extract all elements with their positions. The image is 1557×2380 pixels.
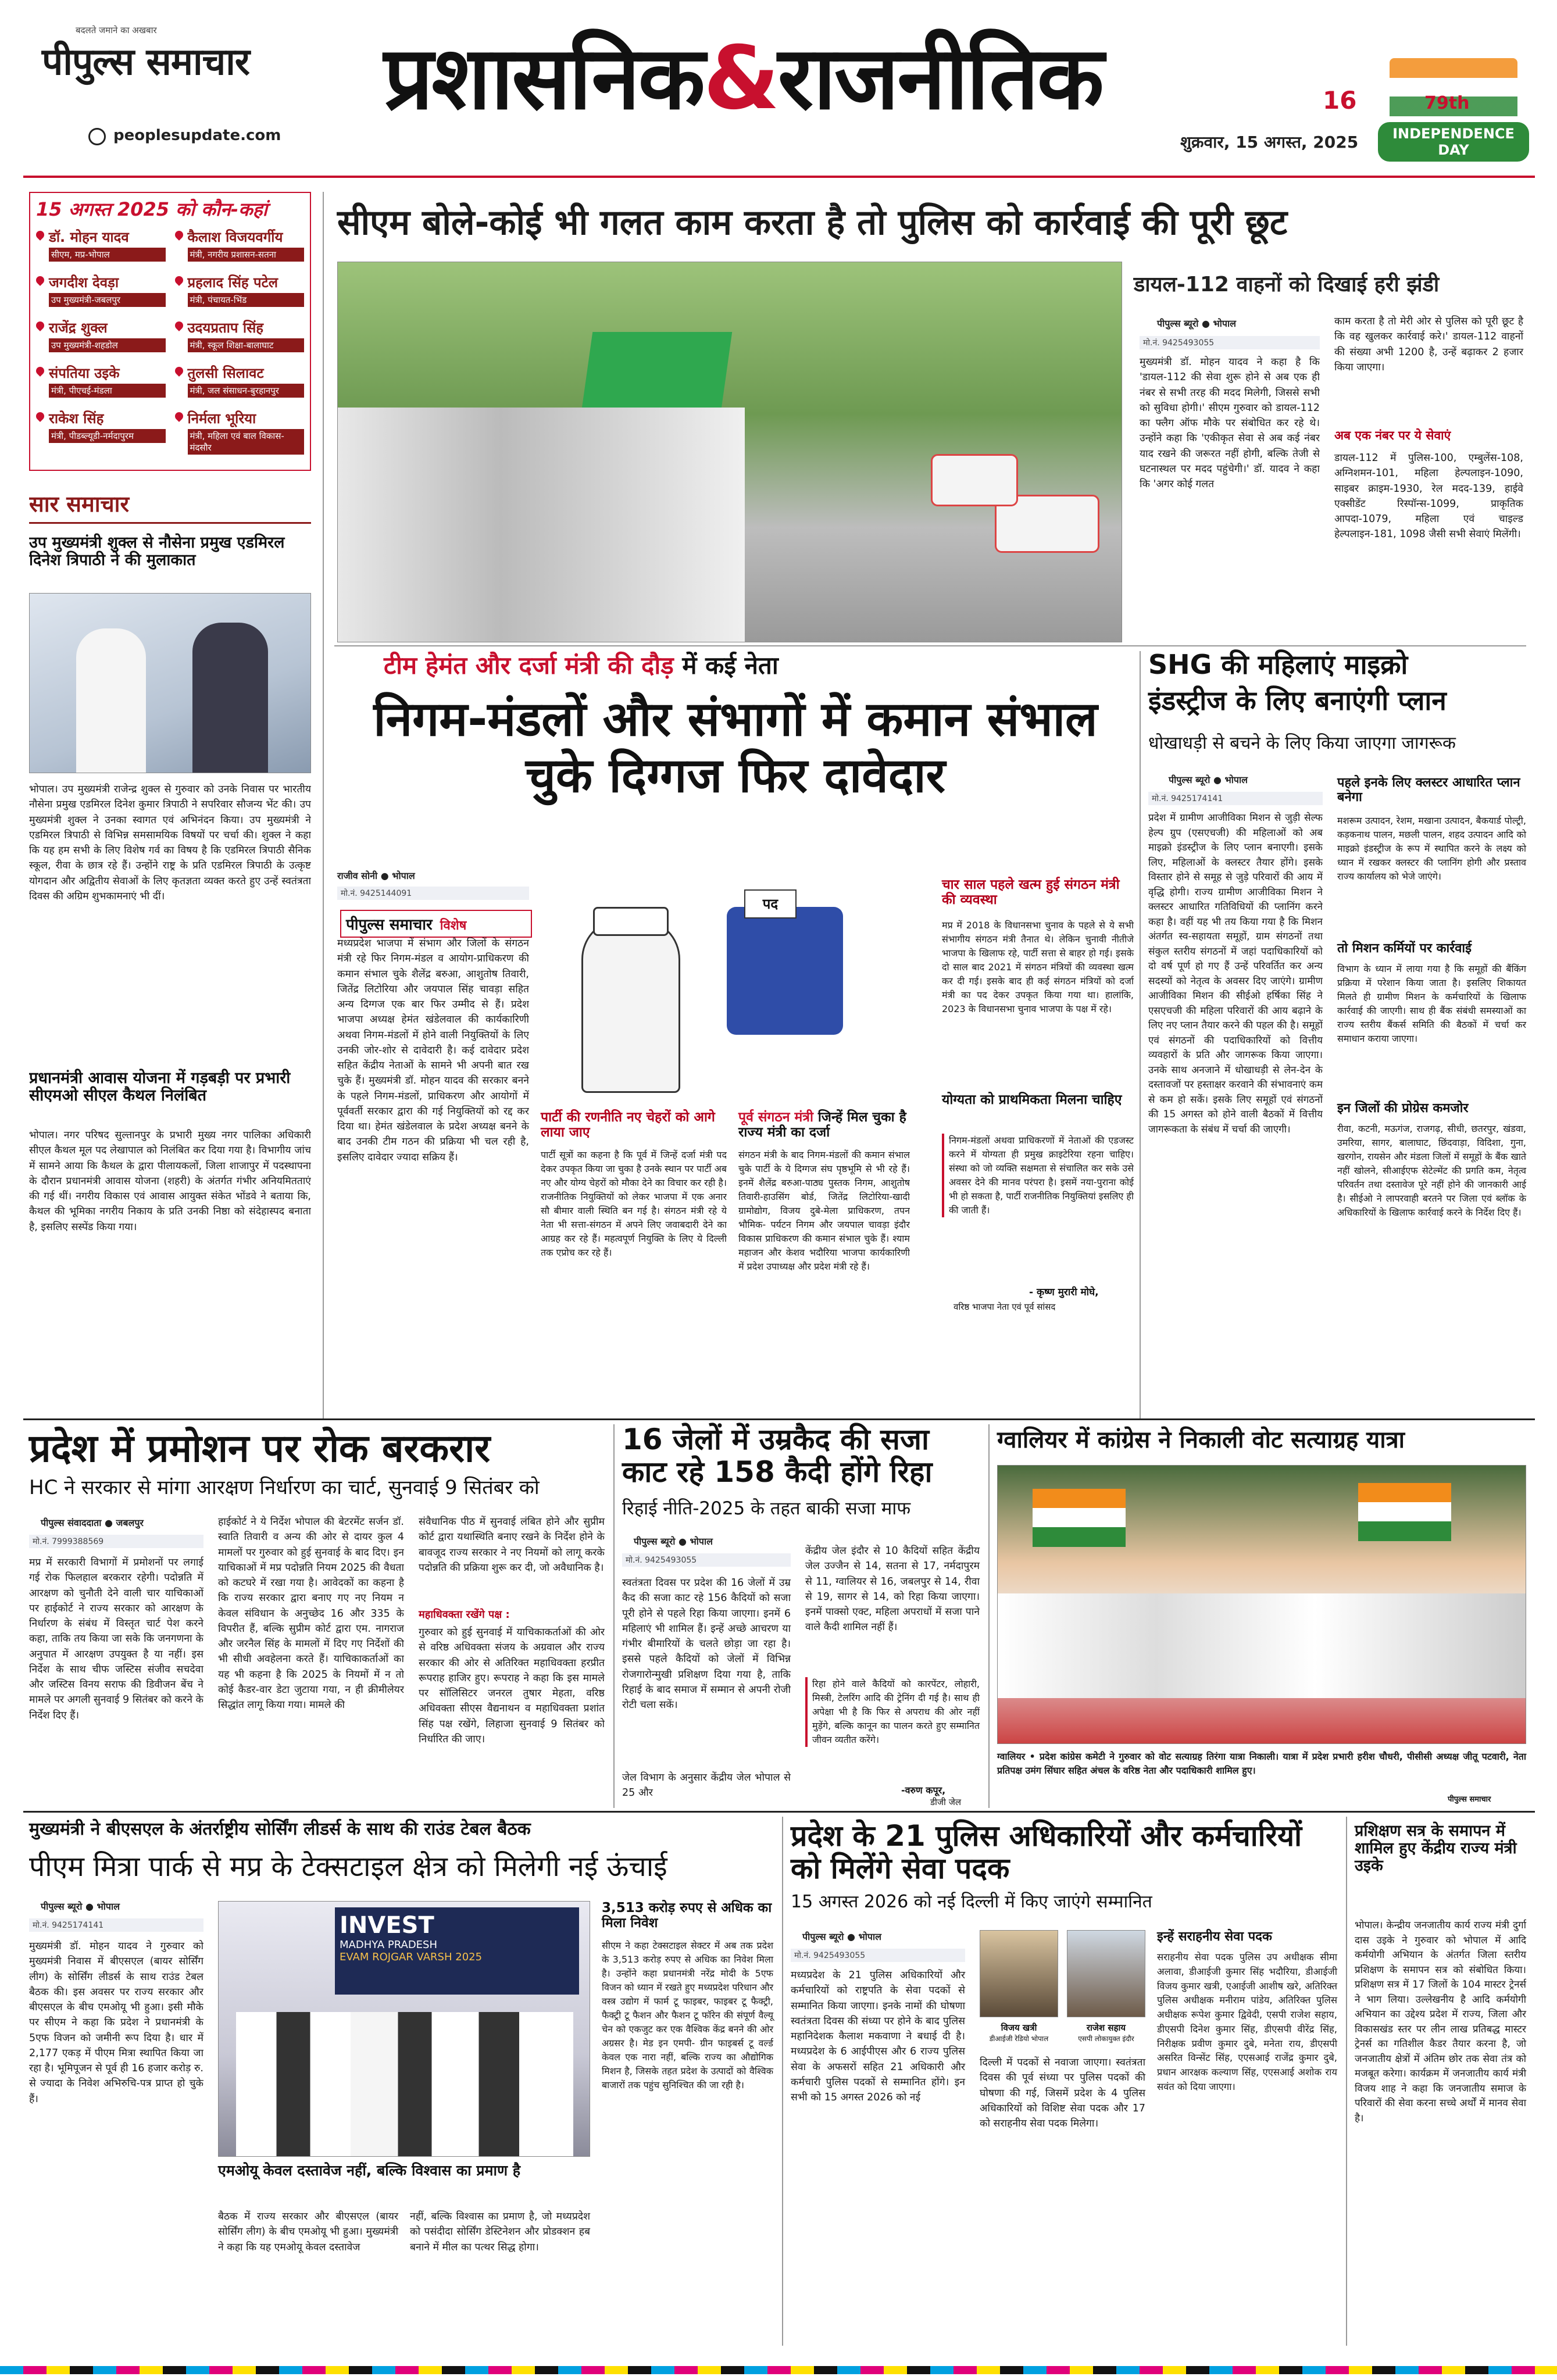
person-place: मंत्री, नगरीय प्रशासन-सतना [188, 248, 305, 262]
jail-text-col1b: जेल विभाग के अनुसार केंद्रीय जेल भोपाल से 25 और [622, 1772, 791, 1799]
edition-date: शुक्रवार, 15 अगस्त, 2025 [1180, 133, 1359, 152]
cartoon-board: पद [744, 889, 797, 919]
merit-quote: निगम-मंडलों अथवा प्राधिकरणों में नेताओं की एडजस्ट करने में योग्यता ही प्रमुख क्राइटेरिया रहना चाहिए। संस्था को जो व्यक्ति सक्षमता से संचालित कर सके उसे अवसर देने की मानव परंपरा है। इसमें नया-पुराना कोई भी हो सकता है, पार्टी राजनीतिक नियुक्तियां इसलिए ही की जाती हैं। [942, 1134, 1134, 1217]
location-pin-icon [34, 229, 46, 241]
four-years-subheadline: चार साल पहले खत्म हुई संगठन मंत्री की व्यवस्था [942, 877, 1120, 907]
police-medal-list: सराहनीय सेवा पदक पुलिस उप अधीक्षक सीमा अलावा, डीआईजी कुमार सिंह भदौरिया, डीआईजी विजय कुमार खत्री, एआईजी आशीष खरे, अतिरिक्त पुलिस अधीक्षक मनीराम पांडेय, अतिरिक्त पुलिस अधीक्षक रूपेश कुमार द्विवेदी, एसपी राजेश सहाय, डीएसपी दिनेश कुमार सिंह, डीएसपी वीरेंद्र सिंह, निरीक्षक प्रवीण कुमार दुबे, मनेता राय, डीएसपी असरित विन्सेंट सिंह, एएसआई राजेंद्र कुमार दुबे, प्रधान आरक्षक कल्याण सिंह, एएसआई अशोक राय सवंत को दिया जाएगा। [1157, 1952, 1337, 2092]
nigam-kicker-rest: में कई नेता [682, 651, 779, 680]
masthead-divider [23, 176, 1535, 178]
column-divider [323, 192, 324, 1418]
promotion-byline: पीपुल्स संवाददाता ● जबलपुर [41, 1517, 144, 1528]
column-divider [1346, 1817, 1347, 2346]
page-number: 16 [1323, 86, 1357, 115]
section-title-part1: प्रशासनिक [384, 28, 703, 129]
promotion-ag-subheadline: महाधिवक्ता रखेंगे पक्ष : [419, 1609, 510, 1621]
person-place: मंत्री, पीएचई-मंडला [49, 384, 166, 398]
who-where-item [175, 227, 305, 268]
former-org-subheadline [738, 1110, 910, 1141]
textile-mobile: मो.नं. 9425174141 [29, 1918, 203, 1932]
column-divider [988, 1424, 990, 1808]
column-divider [613, 1424, 615, 1808]
shg-byline: पीपुल्स ब्यूरो ● भोपाल [1169, 774, 1248, 785]
special-logo: पीपुल्स समाचार [346, 916, 433, 934]
officer-1-name: विजय खत्री [1001, 2022, 1037, 2033]
who-where-item [175, 318, 305, 359]
person-name: कैलाश विजयवर्गीय [187, 229, 283, 245]
police-headline: प्रदेश के 21 पुलिस अधिकारियों और कर्मचारियों को मिलेंगे सेवा पदक [791, 1819, 1302, 1885]
person-place: मंत्री, स्कूल शिक्षा-बालाघाट [188, 338, 305, 352]
nigam-byline: राजीव सोनी ● भोपाल [337, 870, 415, 881]
person-figure [76, 628, 146, 773]
color-registration-strip [0, 2366, 1557, 2374]
nigam-text [337, 936, 529, 1314]
person-name: जगदीश देवड़ा [49, 274, 119, 291]
jail-box: रिहा होने वाले कैदियों को कारपेंटर, लोहारी, मिस्त्री, टेलरिंग आदि की ट्रेनिंग दी गई है। साथ ही अपेक्षा भी है कि फिर से अपराध की ओर नहीं मुड़ेंगे, बल्कि कानून का पालन करते हुए सम्मानित जीवन व्यतीत करेंगे। [805, 1677, 980, 1747]
section-title [384, 28, 1102, 129]
who-where-item [175, 363, 305, 404]
police-subheadline: 15 अगस्त 2026 को नई दिल्ली में किए जाएंगे सम्मानित [791, 1892, 1152, 1912]
training-text: भोपाल। केन्द्रीय जनजातीय कार्य राज्य मंत्री दुर्गा दास उइके ने गुरुवार को भोपाल में आदि कर्मयोगी अभियान के अंतर्गत जिला स्तरीय प्रशिक्षण के समापन सत्र को संबोधित किया। प्रशिक्षण सत्र में 17 जिलों के 104 मास्टर ट्रेनर्स ने भाग लिया। उल्लेखनीय है आदि कर्मयोगी अभियान का उद्देश्य प्रदेश में राज्य, जिला और विकासखंड स्तर पर लीन लाख प्रतिबद्ध मास्टर ट्रेनर्स का गतिशील कैडर तैयार करना है, जो जनजातीय क्षेत्रों में अंतिम छोर तक सेवा तंत्र को मजबूत करेगा। कार्यक्रम में जनजातीय कार्य मंत्री विजय शाह ने कहा कि जनजातीय समाज के परिवारों की सेवा करना सच्चे अर्थों में मानव सेवा है। [1355, 1920, 1526, 2124]
vehicle-graphic [931, 454, 1018, 506]
shg-weak-districts-text: रीवा, कटनी, मऊगंज, राजगढ़, सीधी, छतरपुर, खंडवा, उमरिया, सागर, बालाघाट, छिंदवाड़ा, विदिशा, गुना, खरगोन, रायसेन और मंडला जिलों में समूहों के बैंक खाते नहीं खोलने, सीआईएफ सेटेल्मेंट की प्रगति कम, नेतृत्व परिवर्तन तथा दस्तावेज पूरे नहीं होने की जानकारी आई है। सीईओ ने लापरवाही बरतने पर जिला एवं ब्लॉक के अधिकारियों के खिलाफ कार्रवाई करने के निर्देश दिए हैं। [1337, 1123, 1526, 1218]
location-pin-icon [34, 410, 46, 422]
textile-text-col1: मुख्यमंत्री डॉ. मोहन यादव ने गुरुवार को मुख्यमंत्री निवास में बीएसएल (बायर सोर्सिंग लीग) के सोर्सिंग लीडर्स के साथ राउंड टेबल बैठक की। इस अवसर पर राज्य सरकार और बीएसएल के बीच एमओयू भी हुआ। इसी मौके पर सीएम ने कहा कि प्रदेश ने प्रधानमंत्री के 5एफ विजन को जमीनी रूप दिया है। धार में 2,177 एकड़ में पीएम मित्रा स्थापित किया जा रहा है। भूमिपूजन से पूर्व ही 16 हजार करोड़ रु. से ज्यादा के निवेश अभिरुचि-पत्र प्राप्त हो चुके हैं। [29, 1941, 203, 2105]
textile-byline: पीपुल्स ब्यूरो ● भोपाल [41, 1901, 120, 1912]
cartoon-cap [593, 907, 669, 936]
person-place: मंत्री, पंचायत-भिंड [188, 293, 305, 307]
promotion-text-col2: हाईकोर्ट ने ये निर्देश भोपाल की बेटरमेंट सर्जन डॉ. स्वाति तिवारी व अन्य की ओर से दायर कुल 4 मामलों पर गुरुवार को हुई सुनवाई के बाद दिए। इन याचिकाओं में मप्र पदोन्नति नियम 2025 की वैधता को कटघरे में रखा गया है। आवेदकों का कहना है कि राज्य सरकार द्वारा बनाए गए नए नियम न केवल संविधान के अनुच्छेद 16 और 335 के विपरीत हैं, बल्कि सुप्रीम कोर्ट द्वारा एम. नागराज और जरनैल सिंह के मामलों में दिए गए निर्देशों की भी सीधी अवहेलना करते हैं। याचिकाकर्ताओं का यह भी कहना है कि 2025 के नियमों में न तो कोई कैडर-वार डेटा जुटाया गया, न ही क्रीमीलेयर सिद्धांत लागू किया गया। मामले की [218, 1516, 404, 1711]
who-where-box [29, 192, 311, 471]
former-org-rest: जिन्हें मिल चुका है राज्य मंत्री का दर्जा [738, 1110, 906, 1140]
jail-text-col2: केंद्रीय जेल इंदौर से 10 कैदियों सहित केंद्रीय जेल उज्जैन से 14, सतना से 17, नर्मदापुरम से 11, ग्वालियर से 16, जबलपुर से 14, रीवा से 19, सागर से 14, को रिहा किया जाएगा। इनमें पाक्सो एक्ट, महिला अपराधों में सजा पाने वाले कैदी शामिल नहीं हैं। [805, 1545, 980, 1634]
person-name: उदयप्रताप सिंह [187, 320, 264, 336]
special-report-tag [340, 910, 532, 938]
location-pin-icon [173, 410, 185, 422]
person-place: मंत्री, पीडब्ल्यूडी-नर्मदापुरम [49, 429, 166, 443]
police-text: मध्यप्रदेश के 21 पुलिस अधिकारियों और कर्मचारियों को राष्ट्रपति के सेवा पदकों से सम्मानित किया जाएगा। इनके नामों की घोषणा स्वतंत्रता दिवस की संध्या पर होने के बाद पुलिस महानिदेशक कैलाश मकवाणा ने बधाई दी है। मध्यप्रदेश के 6 आईपीएस और 6 राज्य पुलिस सेवा के अफसरों सहित 21 अधिकारी और कर्मचारी पुलिस पदकों से सम्मानित होंगे। इन सभी को 15 अगस्त 2026 को नई [791, 1970, 965, 2103]
saar-text-1: भोपाल। उप मुख्यमंत्री राजेन्द्र शुक्ल से गुरुवार को उनके निवास पर भारतीय नौसेना प्रमुख एडमिरल दिनेश कुमार त्रिपाठी ने सपरिवार सौजन्य भेंट की। उप मुख्यमंत्री शुक्ल ने उनका स्वागत एवं अभिनंदन किया। उप मुख्यमंत्री ने एडमिरल त्रिपाठी से विभिन्न समसामयिक विषयों पर चर्चा की। शुक्ल ने कहा कि यह हम सभी के लिए विशेष गर्व का विषय है कि एडमिरल त्रिपाठी सैनिक स्कूल, रीवा के छात्र रहे हैं। उन्होंने राष्ट्र के प्रति एडमिरल त्रिपाठी के उत्कृष्ट योगदान और अद्वितीय सेवाओं के लिए कृतज्ञता व्यक्त करते हुए उन्हें स्वतंत्रता दिवस की अग्रिम शुभकामनाएं भी दीं। [29, 784, 311, 902]
cartoon [541, 884, 878, 1105]
location-pin-icon [34, 274, 46, 286]
saar-title: सार समाचार [29, 488, 311, 524]
person-place: मंत्री, जल संसाधन-बुरहानपुर [188, 384, 305, 398]
police-mobile: मो.नं. 9425493055 [791, 1949, 965, 1962]
section-divider [334, 645, 1526, 646]
person-name: संपतिया उइके [49, 365, 120, 381]
who-where-item [36, 227, 166, 268]
officer-1-role: डीआईजी रेडियो भोपाल [989, 2035, 1049, 2043]
textile-investment-subheadline: 3,513 करोड़ रुपए से अधिक का मिला निवेश [602, 1900, 772, 1931]
masthead-tagline: बदलते जमाने का अखबार [76, 25, 157, 35]
nigam-mobile: मो.नं. 9425144091 [337, 887, 529, 900]
who-where-grid [36, 227, 304, 455]
person-name: प्रहलाद सिंह पटेल [187, 274, 278, 291]
promotion-text-col3: संवैधानिक पीठ में सुनवाई लंबित होने और सुप्रीम कोर्ट द्वारा यथास्थिति बनाए रखने के निर्देश होने के बावजूद राज्य सरकार ने नए नियमों को लागू करके पदोन्नति की प्रक्रिया शुरू कर दी, जो अवैधानिक है। [419, 1516, 605, 1574]
shg-text: प्रदेश में ग्रामीण आजीविका मिशन से जुड़ी सेल्फ हेल्प ग्रुप (एसएचजी) की महिलाओं को अब माइक्रो इंडस्ट्रीज के लिए प्लान बनाएगी। इसके लिए, महिलाओं के क्लस्टर तैयार होंगे। इसके विस्तार होने से समूह से जुड़े परिवारों की आय में वृद्धि होगी। राज्य ग्रामीण आजीविका मिशन ने क्लस्टर आधारित गतिविधियों की प्लानिंग करने कहा है। वहीं यह भी तय किया गया है कि मिशन अंतर्गत स्व-सहायता समूहों, ग्राम संगठनों तथा संकुल स्तरीय संगठनों में जहां पदाधिकारियों को दो वर्ष पूर्ण हो गए हैं उन्हें परिवर्तित कर अन्य सदस्यों को नेतृत्व के अवसर दिए जाएंगे। ग्रामीण आजीविका मिशन की सीईओ हर्षिका सिंह ने एसएचजी की महिला परिवारों की आय बढ़ाने के लिए नए प्लान तैयार करने की पहल की है। समूहों एवं संगठनों की पदाधिकारियों को वित्तीय व्यवहारों के प्रति और जागरूक किया जाएगा। उनके साथ अनजाने में धोखाधड़ी से लेन-देन के दस्तावजों पर हस्ताक्षर करवाने की संभावनाएं कम से कम हो सकें। इसके लिए समूहों एवं संगठनों की 15 अगस्त को होने वाली बैठकों में वित्तीय जागरूकता के संबंध में चर्चा की जाएगी। [1148, 812, 1323, 1135]
section-amp: & [703, 28, 778, 129]
quote-author: - कृष्ण मुरारी मोघे, [1029, 1287, 1099, 1298]
event-banner [335, 1907, 579, 1995]
shg-subheadline: धोखाधड़ी से बचने के लिए किया जाएगा जागरूक [1148, 733, 1456, 753]
congress-caption: ग्वालियर • प्रदेश कांग्रेस कमेटी ने गुरुवार को वोट सत्याग्रह तिरंगा यात्रा निकाली। यात्रा में प्रदेश प्रभारी हरीश चौधरी, पीसीसी अध्यक्ष जीतू पटवारी, नेता प्रतिपक्ष उमंग सिंघार सहित अंचल के वरिष्ठ नेता और पदाधिकारी शामिल हुए। [997, 1751, 1526, 1776]
services-box-text: डायल-112 में पुलिस-100, एम्बुलेंस-108, अग्निशमन-101, महिला हेल्पलाइन-1090, साइबर क्राइम-1930, रेल मदद-139, हाईवे एक्सीडेंट रिस्पॉन्स-1099, प्राकृतिक आपदा-1079, महिला एवं चाइल्ड हेल्पलाइन-181, 1098 जैसी सभी सेवाएं मिलेंगी। [1334, 452, 1523, 541]
person-place: उप मुख्यमंत्री-जबलपुर [49, 293, 166, 307]
nigam-kicker [384, 648, 779, 681]
person-place: सीएम, मप्र-भोपाल [49, 248, 166, 262]
strategy-subheadline: पार्टी की रणनीति नए चेहरों को आगे लाया जाए [541, 1110, 715, 1140]
shg-action-text: विभाग के ध्यान में लाया गया है कि समूहों की बैंकिंग प्रक्रिया में परेशान किया जाता है। इसलिए शिकायत मिलते ही ग्रामीण मिशन के कर्मचारियों के खिलाफ कार्रवाई की जाएगी। साथ ही बैंक संबंधी समस्याओं का राज्य स्तरीय बैंकर्स समिति की बैठकों में चर्चा कर समाधान कराया जाएगा। [1337, 963, 1526, 1044]
person-place: उप मुख्यमंत्री-शहडोल [49, 338, 166, 352]
lead-headline: सीएम बोले-कोई भी गलत काम करता है तो पुलिस को कार्रवाई की पूरी छूट [337, 202, 1288, 243]
site-url: peoplesupdate.com [113, 127, 281, 144]
congress-headline: ग्वालियर में कांग्रेस ने निकाली वोट सत्याग्रह यात्रा [997, 1427, 1405, 1453]
dial112-photo [337, 262, 1122, 642]
person-name: राकेश सिंह [49, 410, 104, 427]
who-where-title: 15 अगस्त 2025 को कौन-कहां [36, 198, 267, 220]
who-where-item [175, 409, 305, 455]
merit-subheadline: योग्यता को प्राथमिकता मिलना चाहिए [942, 1092, 1122, 1107]
lead-text-col1: मुख्यमंत्री डॉ. मोहन यादव ने कहा है कि 'डायल-112 की सेवा शुरू होने से अब एक ही नंबर से सभी तरह की मदद मिलेगी, जिससे सभी को सुविधा होगी।' सीएम गुरुवार को डायल-112 का फ्लैग ऑफ मौके पर संबोधित कर रहे थे। उन्होंने कहा कि 'एकीकृत सेवा से अब कई नंबर याद रखने की जरूरत नहीं होगी, बल्कि तेजी से घटनास्थल पर मदद पहुंचेगी।' डॉ. यादव ने कहा कि 'अगर कोई गलत [1140, 356, 1320, 490]
shg-cluster-text: मशरूम उत्पादन, रेशम, मखाना उत्पादन, बैकयार्ड पोल्ट्री, कड़कनाथ पालन, मछली पालन, शहद उत्पादन आदि को माइक्रो इंडस्ट्रीज के रूप में स्थापित करने के लक्ष्य को ध्यान में रखकर क्लस्टर की प्लानिंग होगी और प्रस्ताव राज्य कार्यालय को भेजे जाएंगे। [1337, 815, 1526, 882]
location-pin-icon [173, 365, 185, 377]
textile-text-col3: नहीं, बल्कि विश्वास का प्रमाण है, जो मध्यप्रदेश को पसंदीदा सोर्सिंग डेस्टिनेशन और प्रोडक्शन हब बनाने में मील का पत्थर सिद्ध होगा। [410, 2211, 590, 2253]
masthead [0, 0, 1557, 174]
shg-action-subheadline: तो मिशन कर्मियों पर कार्रवाई [1337, 941, 1472, 956]
person-name: राजेंद्र शुक्ल [49, 320, 108, 336]
brand-logo: पीपुल्स समाचार [42, 41, 249, 84]
shg-mobile: मो.नं. 9425174141 [1148, 792, 1323, 805]
badge-text: INDEPENDENCE DAY [1378, 122, 1529, 162]
column-divider [1140, 651, 1141, 1418]
lead-text-col2: काम करता है तो मेरी ओर से पुलिस को पूरी छूट है कि वह खुलकर कार्रवाई करे।' डायल-112 वाहनों की संख्या अभी 1200 है, उन्हें बढ़ाकर 2 हजार किया जाएगा। [1334, 316, 1523, 373]
who-where-item [36, 363, 166, 404]
person-name: निर्मला भूरिया [187, 410, 256, 427]
nigam-kicker-red: टीम हेमंत और दर्जा मंत्री की दौड़ [384, 651, 674, 680]
jail-mobile: मो.नं. 9425493055 [622, 1553, 791, 1567]
crowd-graphic [338, 408, 745, 642]
textile-headline: पीएम मित्रा पार्क से मप्र के टेक्सटाइल क्षेत्र को मिलेगी नई ऊंचाई [29, 1850, 667, 1883]
location-pin-icon [34, 365, 46, 377]
nigam-text-p2: कई दावेदार प्रदेश सहित केंद्रीय नेताओं के सामने भी अपनी बात रख चुके हैं। मुख्यमंत्री डॉ. मोहन यादव की सरकार बनने के पहले निगम-मंडलों, प्राधिकरण और आयोगों में पूर्ववर्ती सरकार द्वारा की गई नियुक्तियों को रद्द कर दिया था। हेमंत खंडेलवाल के प्रदेश अध्यक्ष बनने के बाद उनकी टीम गठन की प्रक्रिया भी चल रही है, इसलिए दावेदार ज्यादा सक्रिय हैं। [337, 1044, 529, 1163]
cartoon-figure [581, 919, 680, 1093]
tricolor-flag [1033, 1489, 1126, 1547]
textile-investment-text: सीएम ने कहा टेक्सटाइल सेक्टर में अब तक प्रदेश के 3,513 करोड़ रुपए से अधिक का निवेश मिला है। उन्होंने कहा प्रधानमंत्री नरेंद्र मोदी के 5एफ विजन को ध्यान में रखते हुए मध्यप्रदेश परिधान और वस्त्र उद्योग में फार्म टू फाइबर, फाइबर टू फैक्ट्री, फैक्ट्री टू फैशन और फैशन टू फॉरेन की संपूर्ण वैल्यू चेन को एकजुट कर एक वैश्विक केंद्र बनने की ओर अग्रसर है। मेड इन एमपी- ग्रीन फाइबर्स टू वर्ल्ड केवल एक नारा नहीं, बल्कि राज्य का औद्योगिक मिशन है, जिसके तहत प्रदेश के उत्पादों को वैश्विक बाजारों तक पहुंच सुनिश्चित की जा रही है। [602, 1940, 773, 2090]
officer-2-role: एसपी लोकायुक्त इंदौर [1078, 2035, 1134, 2043]
section-title-part2: राजनीतिक [777, 28, 1102, 129]
crowd-graphic [998, 1593, 1526, 1698]
location-pin-icon [173, 320, 185, 331]
shg-headline-2: इंडस्ट्रीज के लिए बनाएंगी प्लान [1148, 685, 1447, 716]
person-name: तुलसी सिलावट [187, 365, 264, 381]
saar-headline-2: प्रधानमंत्री आवास योजना में गड़बड़ी पर प्रभारी सीएमओ सीएल कैथल निलंबित [29, 1069, 291, 1105]
nigam-text-p1: मध्यप्रदेश भाजपा में संभाग और जिलों के संगठन मंत्री रहे फिर निगम-मंडल व आयोग-प्राधिकरण की कमान संभाल चुके शैलेंद्र बरुआ, आशुतोष तिवारी, जितेंद्र लिटोरिया और जयपाल सिंह चावड़ा सहित अन्य दिग्गज एक बार फिर उम्मीद से हैं। प्रदेश भाजपा अध्यक्ष हेमंत खंडेलवाल की कार्यकारिणी अथवा निगम-मंडलों में होने वाली नियुक्तियों के लिए उनकी जोर-शोर से दावेदारी है। [337, 938, 529, 1056]
officer-photo-2 [1067, 1930, 1145, 2017]
promotion-mobile: मो.नं. 7999388569 [29, 1535, 203, 1548]
services-box-title: अब एक नंबर पर ये सेवाएं [1334, 428, 1451, 442]
promotion-subheadline: HC ने सरकार से मांगा आरक्षण निर्धारण का चार्ट, सुनवाई 9 सितंबर को [29, 1476, 540, 1499]
independence-badge [1366, 12, 1541, 163]
section-divider [23, 1811, 1535, 1813]
promotion-headline: प्रदेश में प्रमोशन पर रोक बरकरार [29, 1426, 491, 1471]
promotion-ag-text: गुरुवार को हुई सुनवाई में याचिकाकर्ताओं की ओर से वरिष्ठ अधिवक्ता संजय के अग्रवाल और राज्य सरकार की ओर से अतिरिक्त महाधिवक्ता हरप्रीत रूपराह हाजिर हुए। रूपराह ने कहा कि इस मामले पर सॉलिसिटर जनरल तुषार मेहता, वरिष्ठ अधिवक्ता सीएस वैद्यनाथन व महाधिवक्ता प्रशांत सिंह पक्ष रखेंगे, लिहाजा सुनवाई 9 सितंबर को निर्धारित की जाए। [419, 1627, 605, 1745]
shg-cluster-subheadline: पहले इनके लिए क्लस्टर आधारित प्लान बनेगा [1337, 776, 1520, 805]
congress-photo-credit: पीपुल्स समाचार [1448, 1795, 1491, 1804]
lead-mobile: मो.नं. 9425493055 [1140, 336, 1320, 349]
who-where-item [36, 318, 166, 359]
former-org-text: संगठन मंत्री के बाद निगम-मंडलों की कमान संभाल चुके पार्टी के ये दिग्गज संघ पृष्ठभूमि से भी रहे हैं। इनमें शैलेंद्र बरुआ-पाठ्य पुस्तक निगम, आशुतोष तिवारी-हाउसिंग बोर्ड, जितेंद्र लिटोरिया-खादी ग्रामोद्योग, विजय दुबे-मेला प्राधिकरण, तपन भौमिक- पर्यटन निगम और जयपाल चावड़ा इंदौर विकास प्राधिकरण की कमान संभाल चुके हैं। श्याम महाजन और केशव भदौरिया भाजपा कार्यकारिणी में प्रदेश उपाध्यक्ष और प्रदेश मंत्री रहे हैं। [738, 1149, 910, 1272]
textile-mou-photo [218, 1901, 590, 2157]
former-org-red: पूर्व संगठन मंत्री [738, 1110, 813, 1125]
saar-headline-1: उप मुख्यमंत्री शुक्ल से नौसेना प्रमुख एडमिरल दिनेश त्रिपाठी ने की मुलाकात [29, 534, 285, 570]
shg-headline-1: SHG की महिलाएं माइक्रो [1148, 649, 1408, 680]
lead-byline: पीपुल्स ब्यूरो ● भोपाल [1157, 318, 1237, 329]
lead-subheadline: डायल-112 वाहनों को दिखाई हरी झंडी [1134, 273, 1440, 296]
person-place: मंत्री, महिला एवं बाल विकास-मंदसौर [188, 429, 305, 455]
tricolor-flag [1358, 1483, 1451, 1541]
congress-yatra-photo [997, 1465, 1526, 1744]
police-text-2: दिल्ली में पदकों से नवाजा जाएगा। स्वतंत्रता दिवस की पूर्व संध्या पर पुलिस पदकों की घोषणा की गई, जिसमें प्रदेश के 4 पुलिस अधिकारियों को विशिष्ट सेवा पदक और 17 को सराहनीय सेवा पदक मिलेगा। [980, 2057, 1145, 2129]
jail-subheadline: रिहाई नीति-2025 के तहत बाकी सजा माफ [622, 1498, 911, 1519]
globe-icon [88, 128, 106, 145]
nigam-headline: निगम-मंडलों और संभागों में कमान संभाल चुके दिग्गज फिर दावेदार [373, 692, 1098, 803]
saar-samachar [29, 488, 311, 1413]
officer-photo-1 [980, 1930, 1058, 2017]
person-figure [192, 623, 268, 773]
textile-kicker: मुख्यमंत्री ने बीएसएल के अंतर्राष्ट्रीय सोर्सिंग लीडर्स के साथ की राउंड टेबल बैठक [29, 1819, 531, 1839]
jail-text-col1: स्वतंत्रता दिवस पर प्रदेश की 16 जेलों में उम्र कैद की सजा काट रहे 156 कैदियों को सजा पूरी होने से पहले रिहा किया जाएगा। इनमें 6 महिलाएं भी शामिल हैं। इन्हें अच्छे आचरण या गंभीर बीमारियों के चलते छोड़ा जा रहा है। इससे पहले कैदियों को जेलों में विभिन्न रोजगारोन्मुखी प्रशिक्षण दिया गया है, ताकि रिहाई के बाद समाज में सम्मान से अपनी रोजी रोटी चला सकें। [622, 1577, 791, 1711]
police-byline: पीपुल्स ब्यूरो ● भोपाल [802, 1931, 882, 1942]
banner-line-1: INVEST [340, 1912, 434, 1939]
location-pin-icon [173, 229, 185, 241]
police-medal-subheadline: इन्हें सराहनीय सेवा पदक [1157, 1929, 1272, 1944]
location-pin-icon [34, 320, 46, 331]
location-pin-icon [173, 274, 185, 286]
textile-photo-subheadline: एमओयू केवल दस्तावेज नहीं, बल्कि विश्वास का प्रमाण है [218, 2162, 521, 2179]
person-name: डॉ. मोहन यादव [49, 229, 129, 245]
strategy-text: पार्टी सूत्रों का कहना है कि पूर्व में जिन्हें दर्जा मंत्री पद देकर उपकृत किया जा चुका है उनके स्थान पर पार्टी अब नए और योग्य चेहरों को मौका देने का विचार कर रही है। राजनीतिक नियुक्तियों को लेकर भाजपा में एक अनार सौ बीमार वाली स्थिति बन गई है। संगठन मंत्री रहे ये नेता भी सत्ता-संगठन में अपने लिए जवाबदारी देने का आग्रह कर रहे हैं। महत्वपूर्ण नियुक्ति के लिए ये दिल्ली तक एप्रोच कर रहे हैं। [541, 1149, 727, 1258]
saar-text-2: भोपाल। नगर परिषद सुल्तानपुर के प्रभारी मुख्य नगर पालिका अधिकारी सीएल कैथल मूल पद लेखापाल को निलंबित कर दिया गया है। विभागीय जांच में सामने आया कि कैथल के द्वारा पीलायकलों, जिला शाजापुर में पदस्थापना के दौरान प्रधानमंत्री आवास योजना (शहरी) के अंतर्गत गंभीर अनियमितताएं की गई थीं। नगरीय विकास एवं आवास आयुक्त संकेत भोंडवे ने बताया कि, कैथल की भूमिका नगरीय निकाय के प्रति उनकी निष्ठा को संदेहास्पद बनाता है, इसलिए सस्पेंड किया गया। [29, 1130, 311, 1233]
badge-year: 79th [1424, 93, 1470, 113]
section-divider [23, 1418, 1535, 1420]
banner-line-3: EVAM ROJGAR VARSH 2025 [340, 1951, 483, 1963]
navy-meeting-photo [29, 593, 311, 773]
shg-weak-districts-subheadline: इन जिलों की प्रोग्रेस कमजोर [1337, 1101, 1469, 1116]
jail-headline: 16 जेलों में उम्रकैद की सजा काट रहे 158 कैदी होंगे रिहा [622, 1423, 933, 1489]
textile-text-col2: बैठक में राज्य सरकार और बीएसएल (बायर सोर्सिंग लीग) के बीच एमओयू भी हुआ। मुख्यमंत्री ने कहा कि यह एमओयू केवल दस्तावेज [218, 2211, 398, 2253]
cartoon-chair [727, 907, 843, 1035]
training-headline: प्रशिक्षण सत्र के समापन में शामिल हुए केंद्रीय राज्य मंत्री उइके [1355, 1822, 1517, 1875]
who-where-item [175, 273, 305, 313]
jail-byline: पीपुल्स ब्यूरो ● भोपाल [634, 1536, 713, 1547]
special-label: विशेष [440, 919, 467, 933]
four-years-text: मप्र में 2018 के विधानसभा चुनाव के पहले से ये सभी संभागीय संगठन मंत्री तैनात थे। लेकिन चुनावी नीतीजे भाजपा के खिलाफ रहे, पार्टी सत्ता से बाहर हो गई। इसके दो साल बाद 2021 में संगठन मंत्रियों की व्यवस्था खत्म कर दी गई। इसके बाद ही कई संगठन मंत्रियों को दर्जा मंत्री का पद देकर उपकृत किया गया था। हालांकि, 2023 के विधानसभा चुनाव भाजपा के पक्ष में रहे। [942, 920, 1134, 1014]
banner-line-2: MADHYA PRADESH [340, 1939, 438, 1951]
column-divider [782, 1817, 783, 2346]
who-where-item [36, 409, 166, 455]
officer-2-name: राजेश सहाय [1086, 2022, 1126, 2033]
promotion-text-col1: मप्र में सरकारी विभागों में प्रमोशनों पर लगाई गई रोक फिलहाल बरकरार रहेगी। पदोन्नति में आरक्षण को चुनौती देने वाली चार याचिकाओं पर हाईकोर्ट ने राज्य सरकार को आरक्षण के निर्धारण के संबंध में विस्तृत चार्ट पेश करने कहा, ताकि तय किया जा सके कि जनगणना के अनुपात में आरक्षण उपयुक्त है या नहीं। इस निर्देश के साथ चीफ जस्टिस संजीव सचदेवा और जस्टिस विनय सराफ की डिवीजन बेंच ने मामले पर अगली सुनवाई 9 सितंबर को करने के निर्देश दिए हैं। [29, 1557, 203, 1721]
jail-signature: -वरुण कपूर, [901, 1785, 946, 1796]
jail-signature-role: डीजी जेल [930, 1797, 961, 1807]
who-where-item [36, 273, 166, 313]
quote-author-role: वरिष्ठ भाजपा नेता एवं पूर्व सांसद [954, 1302, 1056, 1312]
people-graphic [236, 2012, 573, 2157]
